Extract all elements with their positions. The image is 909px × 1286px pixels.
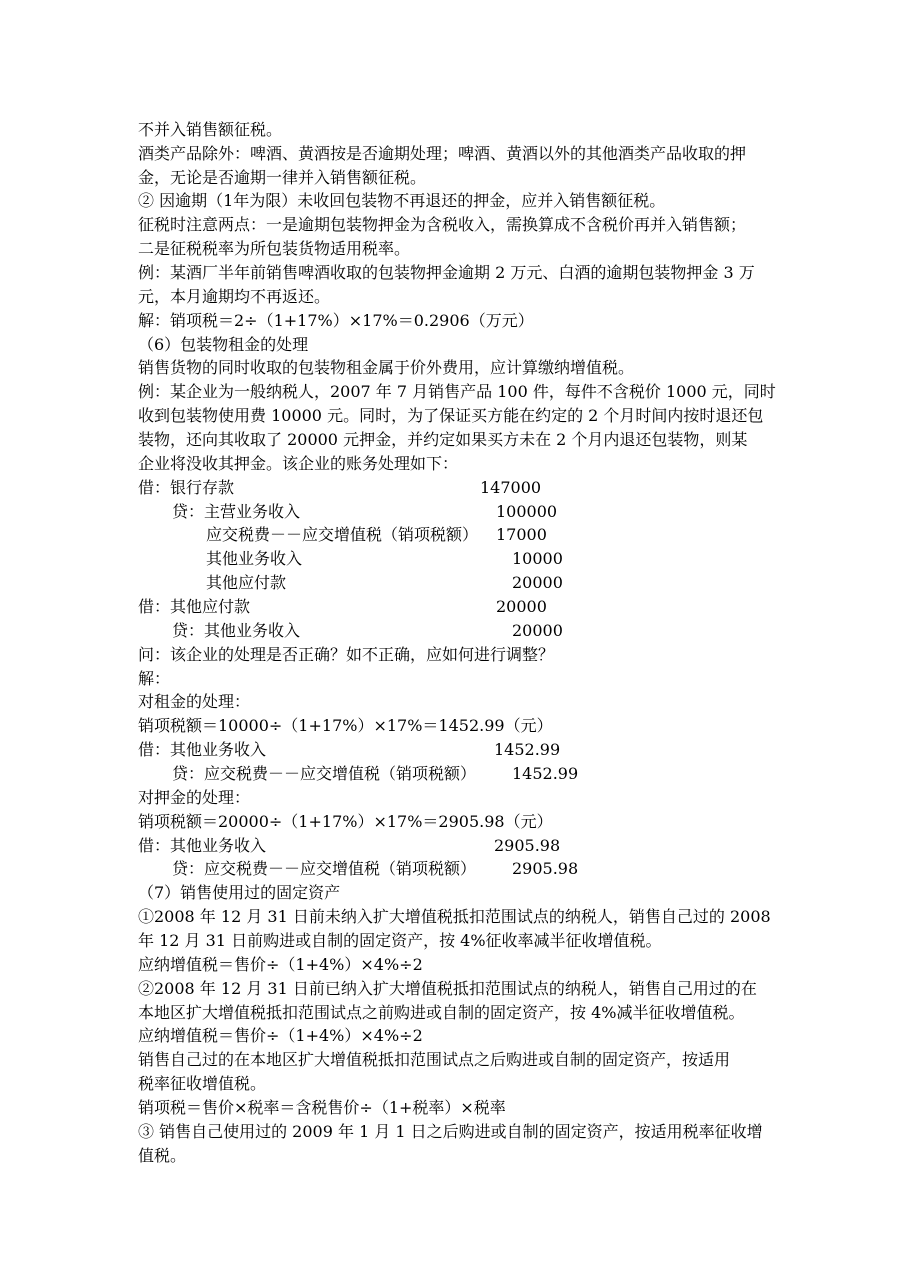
- text-line: 金，无论是否逾期一律并入销售额征税。: [138, 168, 427, 187]
- text-line: 销项税额＝20000÷（1+17%）×17%＝2905.98（元）: [138, 812, 553, 831]
- journal-entry-label: 借：其他业务收入: [138, 836, 267, 855]
- text-line: ②2008 年 12 月 31 日前已纳入扩大增值税抵扣范围试点的纳税人，销售自己用过的在: [138, 979, 757, 998]
- text-line: 二是征税税率为所包装货物适用税率。: [138, 239, 411, 258]
- text-line: 销售自己过的在本地区扩大增值税抵扣范围试点之后购进或自制的固定资产，按适用: [138, 1050, 731, 1069]
- journal-amount: 1452.99: [494, 740, 561, 759]
- text-line: 解：销项税＝2÷（1+17%）×17%＝0.2906（万元）: [138, 311, 534, 330]
- text-line: ①2008 年 12 月 31 日前未纳入扩大增值税抵扣范围试点的纳税人，销售自己过的 2008: [138, 907, 771, 926]
- text-line: 本地区扩大增值税抵扣范围试点之前购进或自制的固定资产，按 4%减半征收增值税。: [138, 1003, 745, 1022]
- journal-entry-label: 借：银行存款: [138, 478, 235, 497]
- text-line: 例：某酒厂半年前销售啤酒收取的包装物押金逾期 2 万元、白酒的逾期包装物押金 3 万: [138, 263, 755, 282]
- text-line: 征税时注意两点：一是逾期包装物押金为含税收入，需换算成不含税价再并入销售额；: [138, 215, 747, 234]
- journal-amount: 17000: [496, 525, 547, 544]
- journal-amount: 2905.98: [494, 836, 561, 855]
- text-line: 销项税额＝10000÷（1+17%）×17%＝1452.99（元）: [138, 716, 553, 735]
- formula-line: 销项税＝售价×税率＝含税售价÷（1+税率）×税率: [138, 1098, 506, 1117]
- text-line: 元，本月逾期均不再返还。: [138, 287, 331, 306]
- text-line: 问：该企业的处理是否正确？如不正确，应如何进行调整？: [138, 645, 555, 664]
- text-line: 销售货物的同时收取的包装物租金属于价外费用，应计算缴纳增值税。: [138, 358, 635, 377]
- journal-entry-label: 借：其他业务收入: [138, 740, 267, 759]
- journal-amount: 147000: [480, 478, 542, 497]
- journal-entry-label: 应交税费－－应交增值税（销项税额）: [206, 525, 479, 544]
- text-line: 不并入销售额征税。: [138, 120, 283, 139]
- text-line: 解：: [138, 669, 171, 688]
- text-line: 例：某企业为一般纳税人，2007 年 7 月销售产品 100 件，每件不含税价 1000 元，同时: [138, 382, 776, 401]
- journal-amount: 100000: [496, 502, 558, 521]
- formula-line: 应纳增值税＝售价÷（1+4%）×4%÷2: [138, 955, 423, 974]
- journal-amount: 2905.98: [512, 859, 579, 878]
- journal-amount: 20000: [512, 573, 563, 592]
- text-line: 酒类产品除外：啤酒、黄酒按是否逾期处理；啤酒、黄酒以外的其他酒类产品收取的押: [138, 144, 747, 163]
- section-heading: （7）销售使用过的固定资产: [138, 883, 341, 902]
- text-line: 税率征收增值税。: [138, 1074, 267, 1093]
- journal-entry-label: 贷：主营业务收入: [172, 502, 301, 521]
- journal-amount: 20000: [512, 621, 563, 640]
- text-line: 对租金的处理：: [138, 692, 251, 711]
- journal-amount: 20000: [496, 597, 547, 616]
- formula-line: 应纳增值税＝售价÷（1+4%）×4%÷2: [138, 1026, 423, 1045]
- journal-entry-label: 借：其他应付款: [138, 597, 251, 616]
- journal-amount: 1452.99: [512, 764, 579, 783]
- text-line: ③ 销售自己使用过的 2009 年 1 月 1 日之后购进或自制的固定资产，按适用税率征收增: [138, 1122, 763, 1141]
- text-line: 值税。: [138, 1146, 187, 1165]
- text-line: 收到包装物使用费 10000 元。同时，为了保证买方能在约定的 2 个月时间内按时退还包: [138, 406, 764, 425]
- text-line: ② 因逾期（1年为限）未收回包装物不再退还的押金，应并入销售额征税。: [138, 191, 666, 210]
- text-line: 企业将没收其押金。该企业的账务处理如下：: [138, 454, 459, 473]
- section-heading: （6）包装物租金的处理: [138, 335, 309, 354]
- journal-amount: 10000: [512, 549, 563, 568]
- text-line: 年 12 月 31 日前购进或自制的固定资产，按 4%征收率减半征收增值税。: [138, 931, 662, 950]
- journal-entry-label: 贷：应交税费－－应交增值税（销项税额）: [172, 764, 477, 783]
- journal-entry-label: 贷：其他业务收入: [172, 621, 301, 640]
- text-line: 对押金的处理：: [138, 788, 251, 807]
- journal-entry-label: 其他业务收入: [206, 549, 303, 568]
- text-line: 装物，还向其收取了 20000 元押金，并约定如果买方未在 2 个月内退还包装物，则某: [138, 430, 748, 449]
- journal-entry-label: 贷：应交税费－－应交增值税（销项税额）: [172, 859, 477, 878]
- journal-entry-label: 其他应付款: [206, 573, 287, 592]
